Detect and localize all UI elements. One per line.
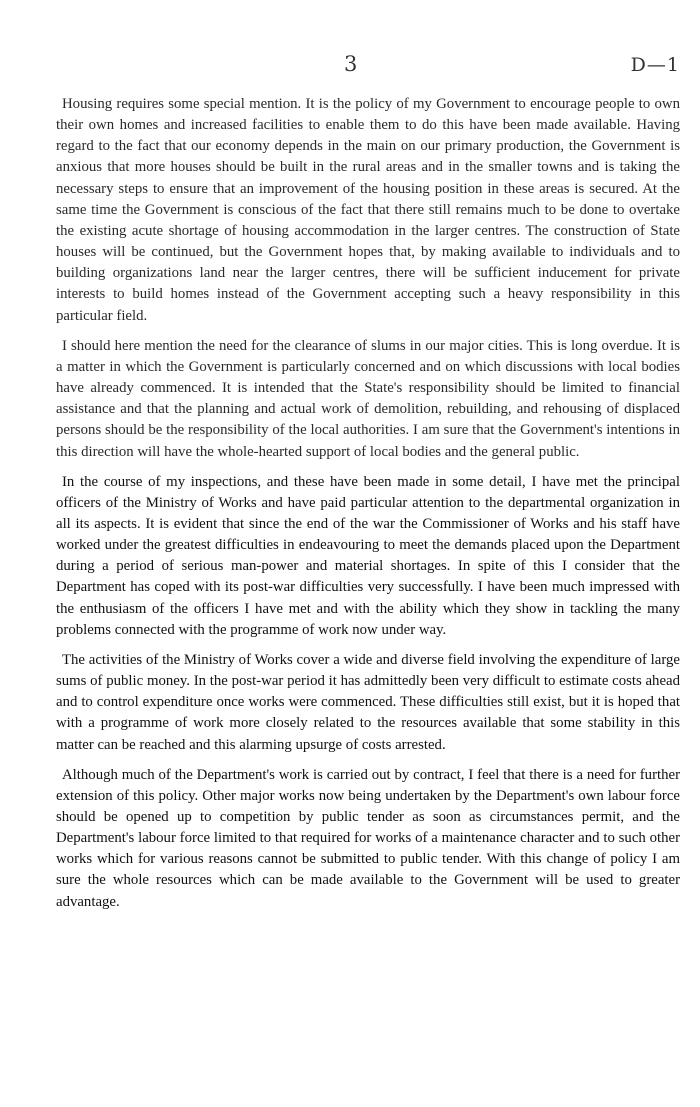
paragraph-ministry-activities: The activities of the Ministry of Works cover a wide and diverse field involving the expenditure of large sums of public money. In the post-war period it has admittedly been very difficult to estimate costs ahead and to control expenditure once works were commenced. These difficulties still exist, but it is hoped that with a programme of work more closely related to the resources available that some stability in this matter can be reached and this alarming upsurge of costs arrested.	[56, 651, 680, 753]
paragraph-contract-policy: Although much of the Department's work is carried out by contract, I feel that there is a need for further extension of this policy. Other major works now being undertaken by the Department's own labour force should be opened up to competition by public tender as soon as circumstances permit, and the Department's labour force limited to that required for works of a maintenance character and to such other works which for various reasons cannot be submitted to public tender. With this change of policy I am sure the whole resources which can be made available to the Government will be used to greater advantage.	[56, 766, 680, 910]
page-number: 3	[344, 52, 358, 76]
body-text	[56, 94, 680, 922]
paragraph-inspections: In the course of my inspections, and these have been made in some detail, I have met the principal officers of the Ministry of Works and have paid particular attention to the departmental organization in all its aspects. It is evident that since the end of the war the Commissioner of Works and his staff have worked under the greatest difficulties in endeavouring to meet the demands placed upon the Department during a period of serious man-power and material shortages. In spite of this I consider that the Department has coped with its post-war difficulties very successfully. I have been much impressed with the enthusiasm of the officers I have met and with the ability which they show in tackling the many problems connected with the programme of work now under way.	[56, 473, 680, 638]
document-reference: D—1	[630, 54, 680, 76]
page-header	[56, 0, 680, 92]
paragraph-housing: Housing requires some special mention. It is the policy of my Government to encourage people to own their own homes and increased facilities to enable them to do this have been made available. Having regard to the fact that our economy depends in the main on our primary production, the Government is anxious that more houses should be built in the rural areas and in the smaller towns and is taking the necessary steps to ensure that an improvement of the housing position in these areas is secured. At the same time the Government is conscious of the fact that there still remains much to be done to overtake the existing acute shortage of housing accommodation in the larger centres. The construction of State houses will be continued, but the Government hopes that, by making available to individuals and to building organizations land near the larger centres, there will be sufficient inducement for private interests to build homes instead of the Government accepting such a heavy responsibility in this particular field.	[56, 96, 680, 324]
document-page	[56, 0, 680, 1107]
paragraph-slum-clearance: I should here mention the need for the clearance of slums in our major cities. This is long overdue. It is a matter in which the Government is particularly concerned and on which discussions with local bodies have already commenced. It is intended that the State's responsibility should be limited to financial assistance and that the planning and actual work of demolition, rebuilding, and rehousing of displaced persons should be the responsibility of the local authorities. I am sure that the Government's intentions in this direction will have the whole-hearted support of local bodies and the general public.	[56, 337, 680, 460]
